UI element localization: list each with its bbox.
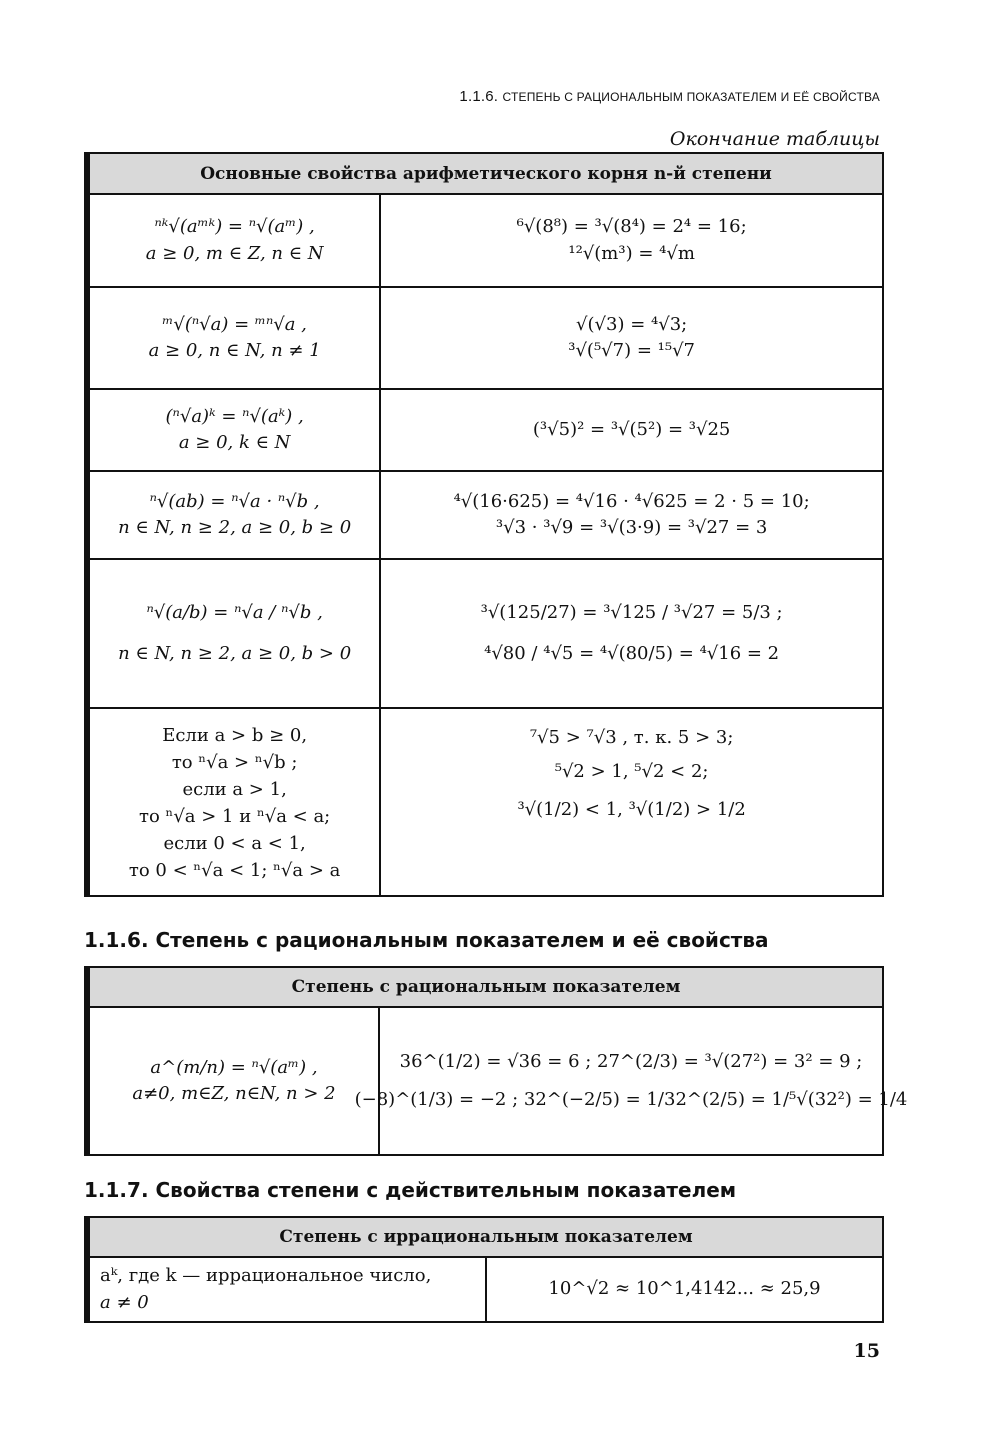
property-condition: a≠0, m∈Z, n∈N, n > 2 [132, 1083, 336, 1104]
running-header-number: 1.1.6. [459, 88, 499, 105]
table-row [90, 560, 882, 709]
property-condition: a ≥ 0, m ∈ Z, n ∈ N [145, 242, 324, 264]
definition-line: aᵏ, где k — иррациональное число, [100, 1265, 432, 1287]
example-line: ³√(1/2) < 1, ³√(1/2) > 1/2 [517, 799, 746, 821]
running-header [459, 88, 880, 105]
property-formula: a^(m/n) = ⁿ√(aᵐ) , [150, 1056, 318, 1078]
example-line: ³√(⁵√7) = ¹⁵√7 [568, 340, 695, 361]
example-cell [381, 472, 882, 558]
table-row [90, 288, 882, 390]
example-line: ³√3 · ³√9 = ³√(3·9) = ³√27 = 3 [495, 517, 768, 538]
rational-table-header: Степень с рациональным показателем [90, 968, 882, 1008]
example-cell [381, 195, 882, 286]
section-title-117: 1.1.7. Свойства степени с действительным показателем [84, 1178, 737, 1202]
table-row [90, 195, 882, 288]
property-cell [90, 472, 381, 558]
table-row [90, 1258, 882, 1321]
property-formula: ⁿ√(a/b) = ⁿ√a / ⁿ√b , [146, 602, 323, 624]
irrational-exponent-table [84, 1216, 884, 1323]
definition-line: a ≠ 0 [100, 1291, 149, 1313]
example-cell [381, 288, 882, 388]
property-formula: ᵐ√(ⁿ√a) = ᵐⁿ√a , [162, 313, 307, 335]
property-formula: ⁿᵏ√(aᵐᵏ) = ⁿ√(aᵐ) , [154, 216, 315, 238]
property-condition: n ∈ N, n ≥ 2, a ≥ 0, b > 0 [118, 642, 352, 664]
example-line: ⁶√(8⁸) = ³√(8⁴) = 2⁴ = 16; [516, 216, 747, 238]
example-line: ⁵√2 > 1, ⁵√2 < 2; [554, 761, 709, 783]
roots-table-header: Основные свойства арифметического корня n-й степени [90, 154, 882, 195]
property-condition: a ≥ 0, k ∈ N [178, 432, 291, 453]
property-cell [90, 560, 381, 707]
example-cell [381, 709, 882, 897]
example-line: ¹²√(m³) = ⁴√m [568, 242, 695, 264]
example-line: ⁴√80 / ⁴√5 = ⁴√(80/5) = ⁴√16 = 2 [484, 642, 780, 664]
property-line: то 0 < ⁿ√a < 1; ⁿ√a > a [128, 860, 341, 881]
property-condition: n ∈ N, n ≥ 2, a ≥ 0, b ≥ 0 [118, 517, 352, 538]
property-line: если a > 1, [182, 779, 287, 800]
rational-exponent-table [84, 966, 908, 1156]
table-row [90, 390, 882, 472]
example-cell [354, 1008, 908, 1154]
example-cell [487, 1258, 882, 1321]
property-cell [90, 288, 381, 388]
example-line: √(√3) = ⁴√3; [576, 313, 688, 335]
table-caption: Окончание таблицы [669, 128, 880, 150]
table-row [90, 1008, 908, 1154]
property-line: то ⁿ√a > ⁿ√b ; [171, 752, 298, 773]
example-cell [381, 390, 882, 470]
property-formula: ⁿ√(ab) = ⁿ√a · ⁿ√b , [149, 490, 320, 512]
property-line: если 0 < a < 1, [163, 833, 306, 854]
table-row [90, 709, 882, 897]
irrational-table-header: Степень с иррациональным показателем [90, 1218, 882, 1258]
property-line: Если a > b ≥ 0, [162, 725, 308, 746]
property-cell [90, 709, 381, 897]
example-line: ⁴√(16·625) = ⁴√16 · ⁴√625 = 2 · 5 = 10; [453, 490, 810, 512]
property-cell [90, 1258, 487, 1321]
example-line: (−8)^(1/3) = −2 ; 32^(−2/5) = 1/32^(2/5) = 1/⁵√(32²) = 1/4 [354, 1089, 908, 1110]
example-line: ⁷√5 > ⁷√3 , т. к. 5 > 3; [529, 727, 734, 748]
running-header-title: СТЕПЕНЬ С РАЦИОНАЛЬНЫМ ПОКАЗАТЕЛЕМ И ЕЁ СВОЙСТВА [502, 90, 880, 104]
section-title-116: 1.1.6. Степень с рациональным показателем и её свойства [84, 928, 769, 952]
table-row [90, 472, 882, 560]
property-cell [90, 1008, 380, 1154]
roots-properties-table [84, 152, 884, 897]
property-formula: (ⁿ√a)ᵏ = ⁿ√(aᵏ) , [165, 405, 304, 427]
example-line: (³√5)² = ³√(5²) = ³√25 [532, 418, 731, 440]
property-cell [90, 195, 381, 286]
property-condition: a ≥ 0, n ∈ N, n ≠ 1 [148, 340, 321, 361]
example-cell [381, 560, 882, 707]
example-line: 36^(1/2) = √36 = 6 ; 27^(2/3) = ³√(27²) = 3² = 9 ; [399, 1050, 863, 1072]
page-number: 15 [853, 1340, 880, 1362]
example-line: 10^√2 ≈ 10^1,4142... ≈ 25,9 [548, 1278, 821, 1300]
property-line: то ⁿ√a > 1 и ⁿ√a < a; [139, 806, 331, 827]
example-line: ³√(125/27) = ³√125 / ³√27 = 5/3 ; [480, 602, 783, 624]
property-cell [90, 390, 381, 470]
